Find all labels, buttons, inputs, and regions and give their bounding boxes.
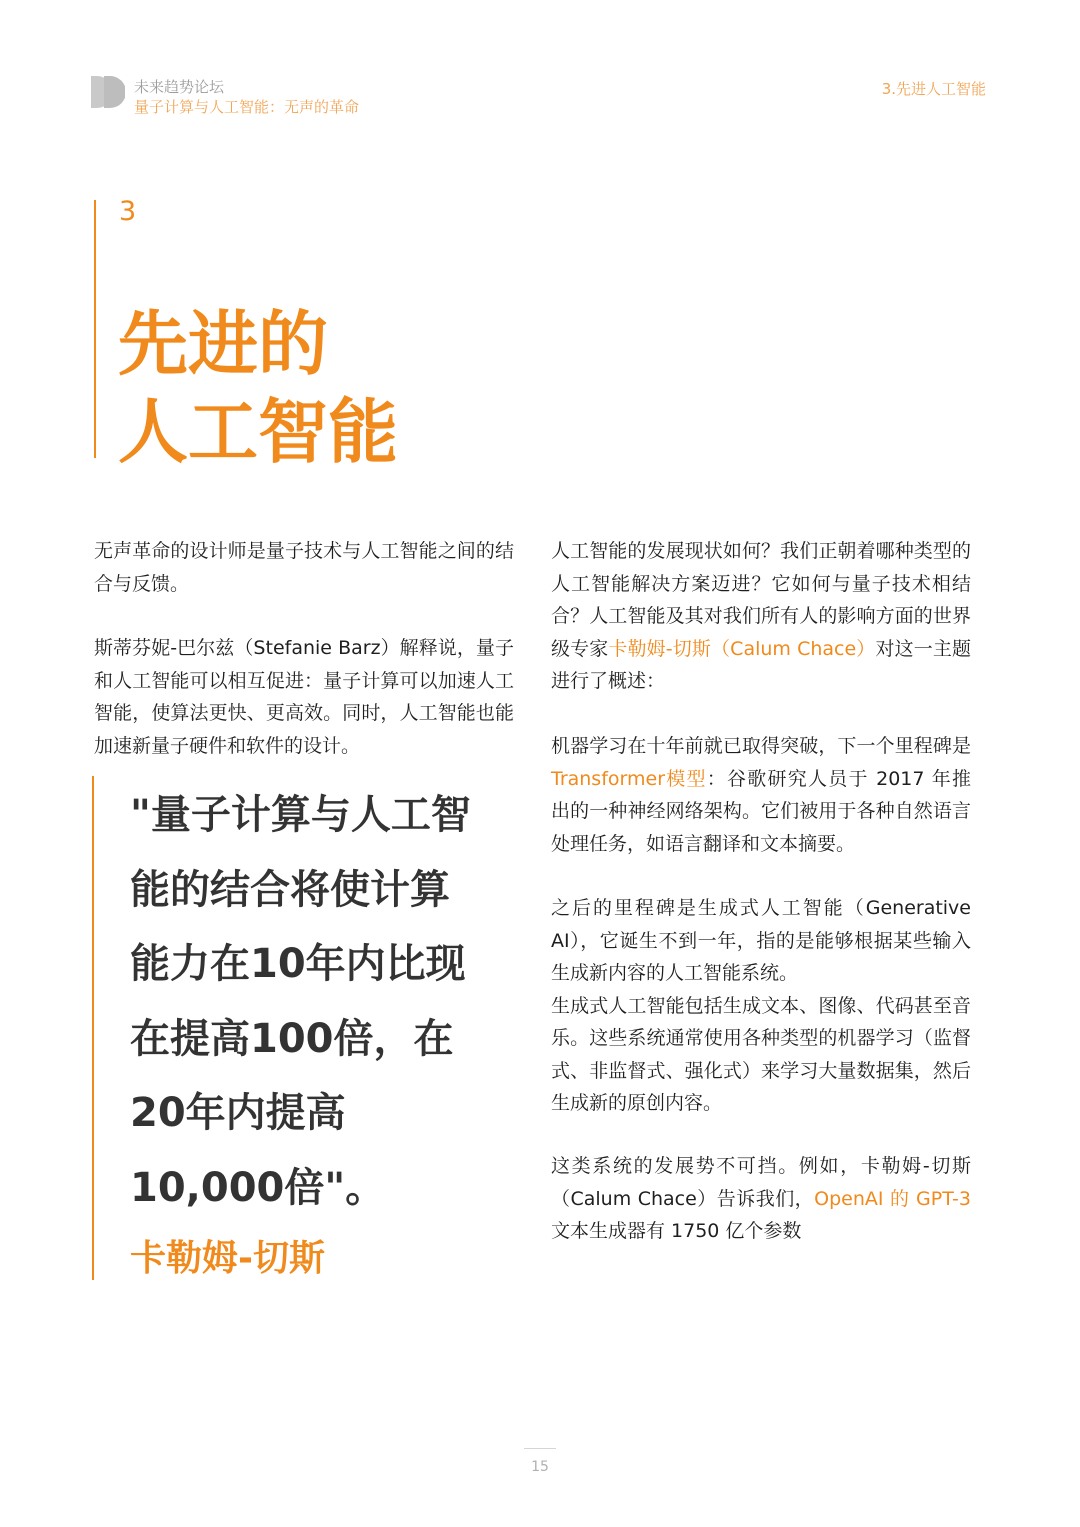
gpt3-highlight: OpenAI 的 GPT-3: [814, 1187, 971, 1210]
header-publisher: 未来趋势论坛: [134, 78, 225, 96]
right-paragraph-1: [551, 535, 971, 698]
brand-logo-icon: [91, 76, 125, 108]
page-number-divider: [524, 1448, 556, 1449]
pull-quote-author: 卡勒姆-切斯: [130, 1238, 325, 1279]
right-p1-text: 人工智能的发展现状如何？我们正朝着哪种类型的人工智能解决方案迈进？它如何与量子技术相结合？人工智能及其对我们所有人的影响方面的世界级专家: [551, 540, 971, 660]
right-paragraph-4: [551, 1150, 971, 1248]
right-paragraph-3: [551, 892, 971, 1120]
right-p2-tail: ：谷歌研究人员于 2017 年推出的一种神经网络架构。它们被用于各种自然语言处理任务，如语言翻译和文本摘要。: [551, 767, 972, 855]
pull-quote: "量子计算与人工智能的结合将使计算能力在10年内比现在提高100倍，在20年内提高10,000倍"。: [130, 792, 471, 1211]
right-p3-part1: 之后的里程碑是生成式人工智能（Generative AI），它诞生不到一年，指的是能够根据某些输入生成新内容的人工智能系统。: [551, 897, 971, 984]
chapter-accent-bar: [94, 200, 96, 458]
right-p4-text: 这类系统的发展势不可挡。例如，卡勒姆-切斯（Calum Chace）告诉我们，: [551, 1155, 971, 1210]
page-number: 15: [531, 1459, 549, 1475]
chapter-number: 3: [119, 196, 137, 227]
expert-name-highlight: 卡勒姆-切斯（Calum Chace）: [608, 637, 876, 660]
chapter-title-line1: 先进的: [118, 303, 328, 385]
header-section-label: 3.先进人工智能: [881, 80, 986, 98]
left-paragraph-1: 无声革命的设计师是量子技术与人工智能之间的结合与反馈。: [94, 540, 514, 595]
right-p2-text: 机器学习在十年前就已取得突破，下一个里程碑是: [551, 735, 971, 757]
right-p1-tail: 对这一主题进行了概述：: [551, 637, 971, 692]
right-p4-tail: 文本生成器有 1750 亿个参数: [551, 1220, 802, 1242]
chapter-title: [118, 300, 398, 476]
left-paragraph-2: 斯蒂芬妮-巴尔兹（Stefanie Barz）解释说，量子和人工智能可以相互促进：量子计算可以加速人工智能，使算法更快、更高效。同时，人工智能也能加速新量子硬件和软件的设计。: [94, 637, 514, 757]
quote-accent-bar: [92, 776, 94, 1280]
header-report-title: 量子计算与人工智能：无声的革命: [134, 98, 360, 116]
transformer-highlight: Transformer模型: [551, 767, 707, 790]
right-paragraph-2: [551, 730, 971, 860]
chapter-title-line2: 人工智能: [118, 391, 398, 473]
right-p3-part2: 生成式人工智能包括生成文本、图像、代码甚至音乐。这些系统通常使用各种类型的机器学习（监督式、非监督式、强化式）来学习大量数据集，然后生成新的原创内容。: [551, 994, 971, 1114]
